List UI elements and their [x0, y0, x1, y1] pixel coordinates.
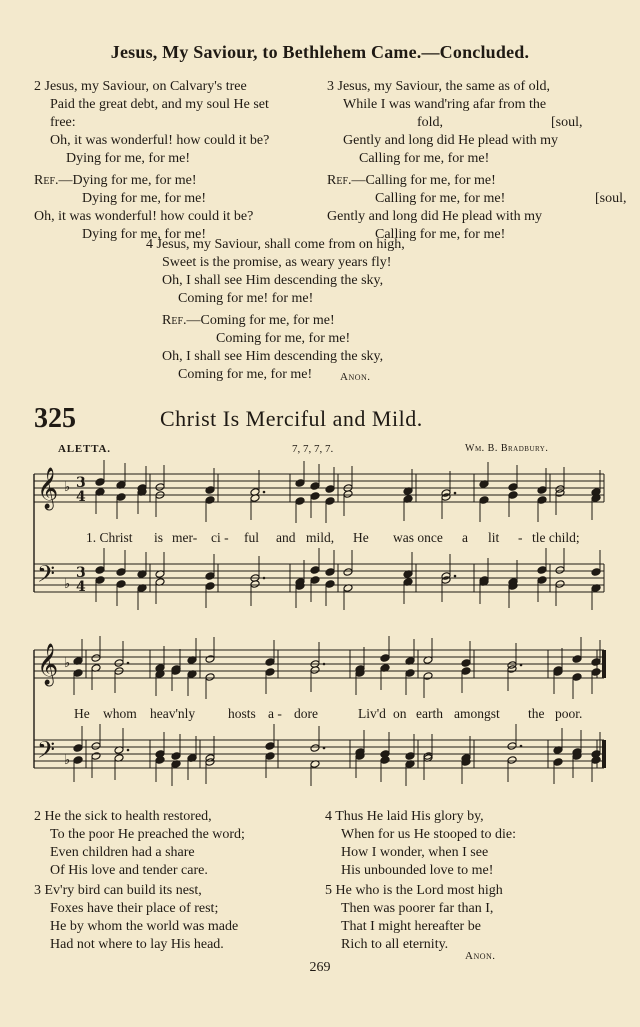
verse-line: 2 Jesus, my Saviour, on Calvary's tree: [34, 79, 247, 94]
note-head: [310, 744, 320, 753]
lyric-syllable: heav'nly: [150, 706, 196, 721]
hymn-verse-3: [34, 882, 238, 954]
flat-icon: ♭: [64, 577, 71, 592]
verse-line: Oh, I shall see Him descending the sky,: [162, 273, 384, 288]
lyric-syllable: whom: [103, 706, 137, 721]
refrain-line: Coming for me, for me!: [216, 331, 351, 346]
lyric-syllable: was once: [393, 530, 443, 545]
verse-line: Of His love and tender care.: [50, 863, 208, 878]
note-head: [325, 485, 335, 494]
verse-line: Coming for me! for me!: [178, 291, 314, 306]
note-head: [310, 666, 320, 675]
note-head: [325, 497, 335, 506]
note-head: [405, 752, 415, 761]
refrain-line: Coming for me, for me!: [178, 367, 313, 382]
note-head: [310, 482, 320, 491]
note-head: [325, 580, 335, 589]
dot: [454, 575, 457, 578]
refrain-label: Ref.: [34, 173, 59, 188]
note-head: [95, 576, 105, 585]
note-head: [405, 669, 415, 678]
page-header-title: Jesus, My Saviour, to Bethlehem Came.—Concluded.: [110, 42, 530, 62]
verse-line: 5 He who is the Lord most high: [325, 883, 503, 898]
verse-line: That I might hereafter be: [341, 919, 481, 934]
author-credit: Anon.: [465, 950, 496, 962]
verse-line: Sweet is the promise, as weary years fly!: [162, 255, 392, 270]
time-signature: 4: [76, 579, 86, 595]
note-head: [265, 658, 275, 667]
dot: [127, 749, 130, 752]
note-head: [205, 582, 215, 591]
verse-line: Rich to all eternity.: [341, 937, 449, 952]
final-bar-line: [602, 650, 606, 678]
final-bar-line: [602, 740, 606, 768]
note-head: [310, 492, 320, 501]
lyric-syllable: the: [528, 706, 545, 721]
time-signature: 3: [76, 475, 86, 491]
lyric-syllable: Liv'd: [358, 706, 386, 721]
note-head: [343, 568, 353, 577]
note-head: [116, 568, 126, 577]
verse-line: fold, [soul,: [417, 115, 583, 130]
refrain-line: Calling for me, for me!: [375, 227, 506, 242]
author-credit: Anon.: [340, 371, 371, 383]
note-head: [95, 566, 105, 575]
note-head: [380, 756, 390, 765]
note-head: [507, 756, 517, 765]
note-head: [171, 752, 181, 761]
note-head: [205, 673, 215, 682]
verse-line: Calling for me, for me!: [359, 151, 490, 166]
note-head: [91, 654, 101, 663]
lyric-syllable: poor.: [555, 706, 583, 721]
note-head: [591, 756, 601, 765]
note-head: [325, 568, 335, 577]
lyric-syllable: lit: [488, 530, 500, 545]
lyric-syllable: dore: [294, 706, 318, 721]
note-head: [461, 659, 471, 668]
lyric-syllable: He: [74, 706, 90, 721]
tune-name: ALETTA.: [58, 443, 111, 455]
note-head: [116, 493, 126, 502]
lyric-syllable: mer-: [172, 530, 198, 545]
verse-line: Paid the great debt, and my soul He set: [50, 97, 269, 112]
flat-icon: ♭: [64, 480, 71, 495]
verse-line-overflow: [soul,: [551, 115, 583, 130]
lyric-syllable: 1. Christ: [86, 530, 133, 545]
lyric-syllable: amongst: [454, 706, 500, 721]
verse-line: While I was wand'ring afar from the: [343, 97, 547, 112]
dot: [323, 663, 326, 666]
note-head: [310, 566, 320, 575]
note-head: [555, 580, 565, 589]
note-head: [537, 496, 547, 505]
note-head: [265, 752, 275, 761]
note-head: [116, 580, 126, 589]
refrain-line: Dying for me, for me!: [82, 227, 207, 242]
note-head: [114, 659, 124, 668]
refrain-line: Dying for me, for me!: [82, 191, 207, 206]
verse-line: Had not where to lay His head.: [50, 937, 224, 952]
note-head: [591, 658, 601, 667]
note-head: [265, 668, 275, 677]
verse-line: Gently and long did He plead with my: [343, 133, 559, 148]
note-head: [155, 756, 165, 765]
note-head: [295, 479, 305, 488]
dot: [263, 491, 266, 494]
note-head: [591, 668, 601, 677]
time-signature: 3: [76, 565, 86, 581]
lyric-syllable: and: [276, 530, 296, 545]
note-head: [73, 744, 83, 753]
note-head: [205, 572, 215, 581]
hymn-verse-5: [325, 882, 503, 954]
verse-line: 3 Ev'ry bird can build its nest,: [34, 883, 202, 898]
note-head: [572, 673, 582, 682]
treble-clef-icon: 𝄞: [37, 644, 59, 685]
note-head: [507, 742, 517, 751]
verse-line: Dying for me, for me!: [66, 151, 191, 166]
note-head: [537, 566, 547, 575]
hymn-number: 325: [34, 403, 76, 434]
hymn-title: Christ Is Merciful and Mild.: [160, 406, 423, 431]
note-head: [423, 672, 433, 681]
verse-line: Then was poorer far than I,: [341, 901, 494, 916]
note-head: [73, 756, 83, 765]
refrain-line: Oh, I shall see Him descending the sky,: [162, 349, 384, 364]
note-head: [155, 483, 165, 492]
refrain-line: Gently and long did He plead with my: [327, 209, 543, 224]
note-head: [479, 496, 489, 505]
lyric-syllable: ful: [244, 530, 259, 545]
treble-clef-icon: 𝄞: [37, 468, 59, 509]
hymn-verse-4: [325, 808, 516, 880]
dot: [520, 664, 523, 667]
refrain-text: —Coming for me, for me!: [186, 313, 335, 328]
time-signature: 4: [76, 489, 86, 505]
note-head: [91, 742, 101, 751]
dot: [127, 662, 130, 665]
verse-line: 2 He the sick to health restored,: [34, 809, 212, 824]
lyric-syllable: ci -: [211, 530, 229, 545]
verse-line: He by whom the world was made: [50, 919, 239, 934]
refrain-line: Calling for me, for me! [soul,: [375, 191, 627, 206]
note-head: [508, 491, 518, 500]
verse-line: free:: [50, 115, 76, 130]
page-number: 269: [309, 960, 331, 975]
note-head: [73, 669, 83, 678]
note-head: [591, 568, 601, 577]
refrain-label: Ref.: [327, 173, 352, 188]
note-head: [553, 758, 563, 767]
dot: [263, 577, 266, 580]
lyric-syllable: a: [462, 530, 468, 545]
hymn-verse-2: [34, 808, 245, 880]
composer: Wm. B. Bradbury.: [465, 443, 549, 454]
note-head: [572, 655, 582, 664]
flat-icon: ♭: [64, 656, 71, 671]
bass-clef-icon: 𝄢: [37, 560, 56, 593]
lyric-syllable: is: [154, 530, 164, 545]
dot: [520, 745, 523, 748]
lyric-syllable: -: [518, 530, 523, 545]
verse-line: 4 Thus He laid His glory by,: [325, 809, 484, 824]
note-head: [205, 655, 215, 664]
verse-line: Oh, it was wonderful! how could it be?: [50, 133, 270, 148]
note-head: [295, 497, 305, 506]
note-head: [343, 490, 353, 499]
verse-line: His unbounded love to me!: [341, 863, 494, 878]
dot: [454, 492, 457, 495]
dot: [323, 747, 326, 750]
refrain-overflow: [soul,: [595, 191, 627, 206]
note-head: [537, 576, 547, 585]
note-head: [265, 742, 275, 751]
verse-line: Foxes have their place of rest;: [50, 901, 219, 916]
verse-line: 3 Jesus, my Saviour, the same as of old,: [327, 79, 551, 94]
refrain-text: —Calling for me, for me!: [351, 173, 496, 188]
verse-line: How I wonder, when I see: [341, 845, 489, 860]
refrain-text: —Dying for me, for me!: [58, 173, 197, 188]
lyric-syllable: He: [353, 530, 369, 545]
note-head: [250, 580, 260, 589]
note-head: [310, 576, 320, 585]
note-head: [537, 486, 547, 495]
lyric-syllable: a -: [268, 706, 282, 721]
note-head: [205, 486, 215, 495]
lyric-syllable: earth: [416, 706, 443, 721]
note-head: [95, 478, 105, 487]
flat-icon: ♭: [64, 753, 71, 768]
lyric-syllable: mild,: [306, 530, 335, 545]
note-head: [91, 752, 101, 761]
note-head: [508, 483, 518, 492]
lyric-syllable: tle child;: [532, 530, 580, 545]
verse-line: To the poor He preached the word;: [50, 827, 245, 842]
note-head: [461, 667, 471, 676]
verse-line: When for us He stooped to die:: [341, 827, 516, 842]
bass-clef-icon: 𝄢: [37, 736, 56, 769]
verse-line: Even children had a share: [50, 845, 195, 860]
note-head: [380, 654, 390, 663]
meter: 7, 7, 7, 7.: [292, 443, 334, 455]
note-head: [205, 496, 215, 505]
refrain-line: Oh, it was wonderful! how could it be?: [34, 209, 254, 224]
lyric-syllable: hosts: [228, 706, 256, 721]
refrain-label: Ref.: [162, 313, 187, 328]
lyric-syllable: on: [393, 706, 407, 721]
note-head: [555, 566, 565, 575]
verse-line: 4 Jesus, my Saviour, shall come from on high,: [146, 237, 405, 252]
